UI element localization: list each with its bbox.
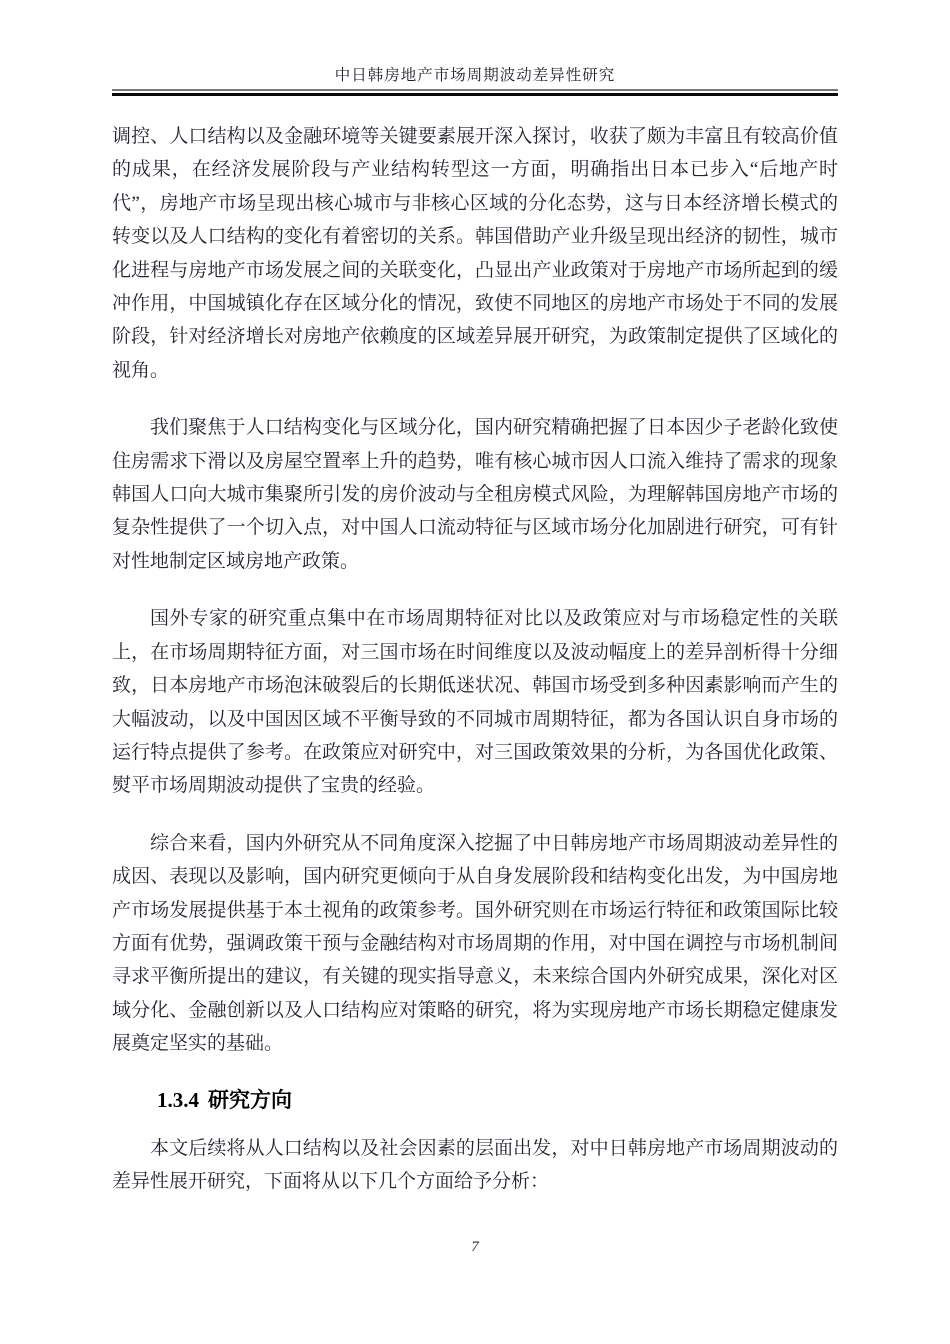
page-footer bbox=[0, 1238, 950, 1256]
section-heading-title: 研究方向 bbox=[208, 1088, 292, 1112]
page-header bbox=[0, 0, 950, 85]
header-rule bbox=[112, 89, 838, 96]
paragraph-population-structure: 我们聚焦于人口结构变化与区域分化，国内研究精确把握了日本因少子老龄化致使住房需求下滑以及房屋空置率上升的趋势，唯有核心城市因人口流入维持了需求的现象韩国人口向大城市集聚所引发的房价波动与全租房模式风险，为理解韩国房地产市场的复杂性提供了一个切入点，对中国人口流动特征与区域市场分化加剧进行研究，可有针对性地制定区域房地产政策。 bbox=[112, 417, 838, 572]
paragraph-research-direction-intro: 本文后续将从人口结构以及社会因素的层面出发，对中日韩房地产市场周期波动的差异性展开研究，下面将从以下几个方面给予分析： bbox=[112, 1137, 838, 1192]
paragraph-summary: 综合来看，国内外研究从不同角度深入挖掘了中日韩房地产市场周期波动差异性的成因、表现以及影响，国内研究更倾向于从自身发展阶段和结构变化出发，为中国房地产市场发展提供基于本土视角的政策参考。国外研究则在市场运行特征和政策国际比较方面有优势，强调政策干预与金融结构对市场周期的作用，对中国在调控与市场机制间寻求平衡所提出的建议，有关键的现实指导意义，未来综合国内外研究成果，深化对区域分化、金融创新以及人口结构应对策略的研究，将为实现房地产市场长期稳定健康发展奠定坚实的基础。 bbox=[112, 832, 838, 1055]
paragraph-foreign-experts: 国外专家的研究重点集中在市场周期特征对比以及政策应对与市场稳定性的关联上，在市场周期特征方面，对三国市场在时间维度以及波动幅度上的差异剖析得十分细致，日本房地产市场泡沫破裂后的长期低迷状况、韩国市场受到多种因素影响而产生的大幅波动，以及中国因区域不平衡导致的不同城市周期特征，都为各国认识自身市场的运行特点提供了参考。在政策应对研究中，对三国政策效果的分析，为各国优化政策、熨平市场周期波动提供了宝贵的经验。 bbox=[112, 608, 838, 797]
section-heading-number: 1.3.4 bbox=[157, 1087, 199, 1112]
running-header-title: 中日韩房地产市场周期波动差异性研究 bbox=[334, 67, 616, 84]
paragraph-literature-findings: 调控、人口结构以及金融环境等关键要素展开深入探讨，收获了颇为丰富且有较高价值的成果，在经济发展阶段与产业结构转型这一方面，明确指出日本已步入“后地产时代”，房地产市场呈现出核心城市与非核心区域的分化态势，这与日本经济增长模式的转变以及人口结构的变化有着密切的关系。韩国借助产业升级呈现出经济的韧性，城市化进程与房地产市场发展之间的关联变化，凸显出产业政策对于房地产市场所起到的缓冲作用，中国城镇化存在区域分化的情况，致使不同地区的房地产市场处于不同的发展阶段，针对经济增长对房地产依赖度的区域差异展开研究，为政策制定提供了区域化的视角。 bbox=[112, 126, 838, 381]
body-content bbox=[112, 120, 838, 1198]
header-rule-dark-line bbox=[112, 93, 838, 96]
section-heading bbox=[157, 1085, 838, 1116]
page-number: 7 bbox=[471, 1239, 479, 1255]
